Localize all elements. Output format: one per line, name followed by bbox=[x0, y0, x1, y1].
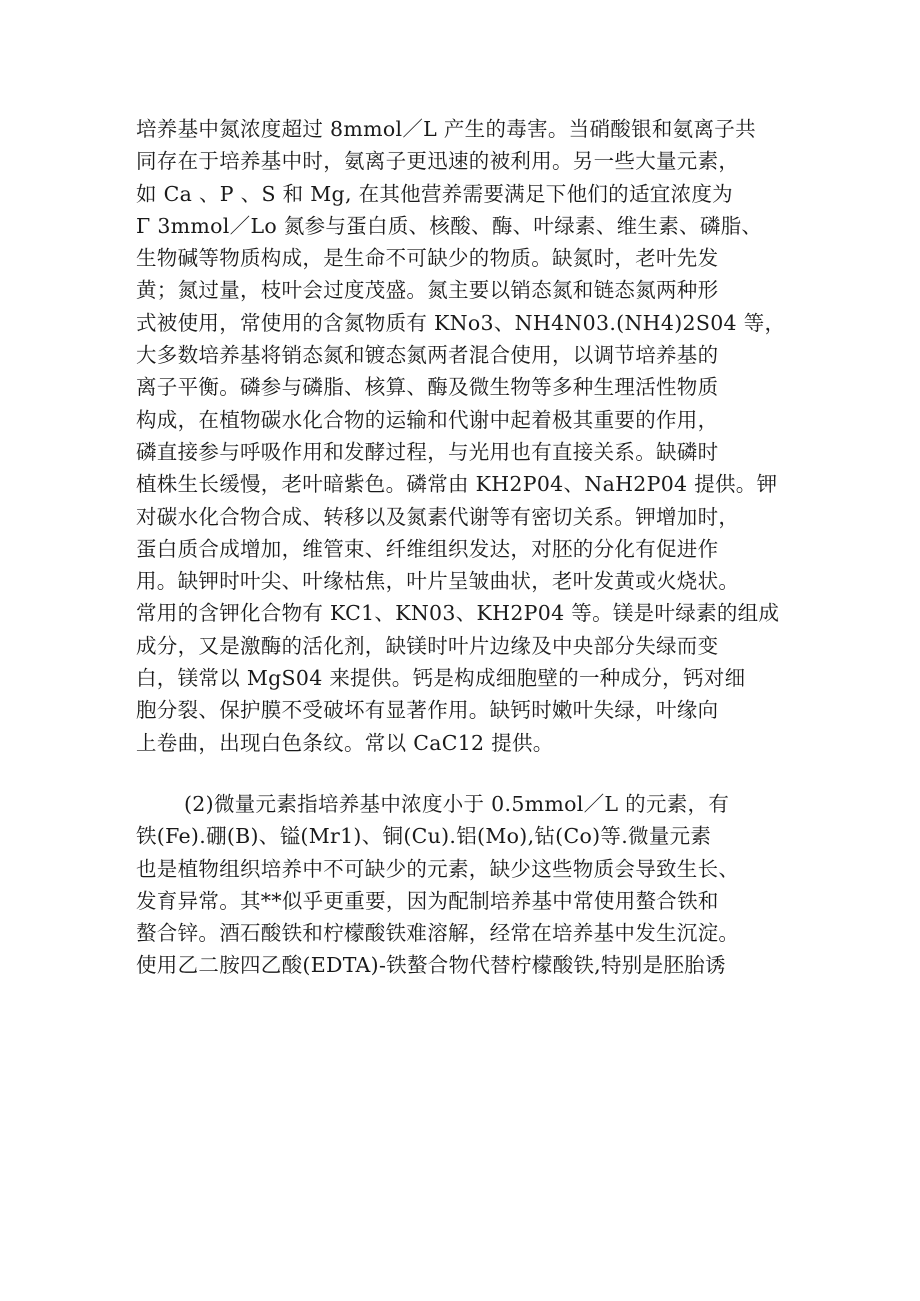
paragraph-2 bbox=[136, 788, 796, 982]
text-line: 成分，又是激酶的活化剂，缺镁时叶片边缘及中央部分失绿而变 bbox=[136, 633, 719, 658]
text-line: 同存在于培养基中时，氨离子更迅速的被利用。另一些大量元素， bbox=[136, 149, 740, 174]
text-line: 对碳水化合物合成、转移以及氮素代谢等有密切关系。钾增加时， bbox=[136, 504, 740, 529]
text-line: 式被使用，常使用的含氮物质有 KNo3、NH4N03.(NH4)2S04 等， bbox=[136, 310, 786, 335]
body-text bbox=[136, 113, 796, 982]
text-line: 用。缺钾时叶尖、叶缘枯焦，叶片呈皱曲状，老叶发黄或火烧状。 bbox=[136, 569, 740, 594]
text-line: 如 Ca 、P 、S 和 Mg, 在其他营养需要满足下他们的适宜浓度为 bbox=[136, 181, 733, 206]
text-line: 生物碱等物质构成，是生命不可缺少的物质。缺氮时，老叶先发 bbox=[136, 246, 719, 271]
text-line: 也是植物组织培养中不可缺少的元素，缺少这些物质会导致生长、 bbox=[136, 856, 740, 881]
text-line: 大多数培养基将销态氮和镀态氮两者混合使用，以调节培养基的 bbox=[136, 343, 719, 368]
text-line: 胞分裂、保护膜不受破坏有显著作用。缺钙时嫩叶失绿，叶缘向 bbox=[136, 698, 719, 723]
text-line: 构成，在植物碳水化合物的运输和代谢中起着极其重要的作用， bbox=[136, 407, 719, 432]
text-line: 磷直接参与呼吸作用和发酵过程，与光用也有直接关系。缺磷时 bbox=[136, 439, 719, 464]
text-line: (2)微量元素指培养基中浓度小于 0.5mmol／L 的元素，有 bbox=[184, 791, 730, 816]
text-line: 铁(Fe).硼(B)、镒(Mr1)、铜(Cu).铝(Mo),钻(Co)等.微量元素 bbox=[136, 824, 712, 849]
paragraph-spacer bbox=[136, 759, 796, 788]
text-line: 培养基中氮浓度超过 8mmol／L 产生的毒害。当硝酸银和氨离子共 bbox=[136, 117, 756, 141]
text-line: 螯合锌。酒石酸铁和柠檬酸铁难溶解，经常在培养基中发生沉淀。 bbox=[136, 921, 740, 946]
text-line: 离子平衡。磷参与磷脂、核算、酶及微生物等多种生理活性物质 bbox=[136, 375, 719, 400]
text-line: 黄；氮过量，枝叶会过度茂盛。氮主要以销态氮和链态氮两种形 bbox=[136, 278, 719, 303]
text-line: 植株生长缓慢，老叶暗紫色。磷常由 KH2P04、NaH2P04 提供。钾 bbox=[136, 472, 778, 497]
paragraph-1 bbox=[136, 113, 796, 759]
text-line: 蛋白质合成增加，维管束、纤维组织发达，对胚的分化有促进作 bbox=[136, 536, 719, 561]
text-line: 上卷曲，出现白色条纹。常以 CaC12 提供。 bbox=[136, 730, 554, 755]
text-line: 白，镁常以 MgS04 来提供。钙是构成细胞壁的一种成分，钙对细 bbox=[136, 666, 746, 691]
text-line: 使用乙二胺四乙酸(EDTA)-铁螯合物代替柠檬酸铁,特别是胚胎诱 bbox=[136, 953, 726, 978]
text-line: Γ 3mmol／Lo 氮参与蛋白质、核酸、酶、叶绿素、维生素、磷脂、 bbox=[136, 213, 763, 238]
text-line: 发育异常。其**似乎更重要，因为配制培养基中常使用螯合铁和 bbox=[136, 888, 719, 913]
text-line: 常用的含钾化合物有 KC1、KN03、KH2P04 等。镁是叶绿素的组成 bbox=[136, 601, 780, 626]
